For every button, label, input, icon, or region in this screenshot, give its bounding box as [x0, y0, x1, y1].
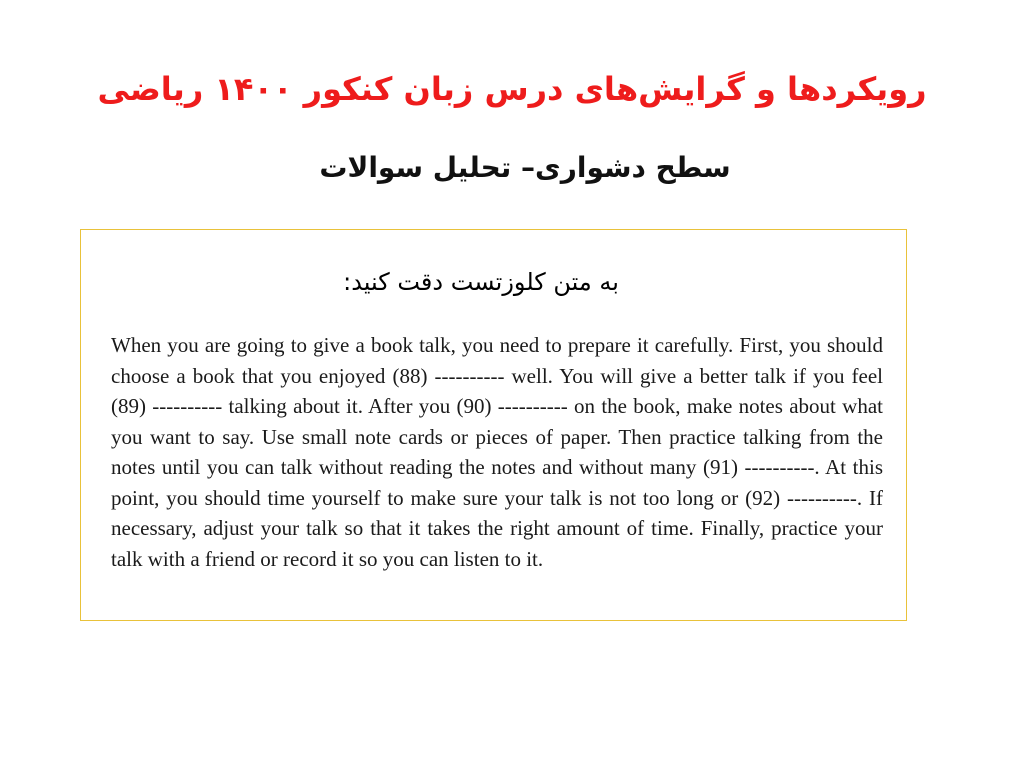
instruction-text: به متن کلوزتست دقت کنید:: [343, 268, 619, 296]
slide-title: رویکردها و گرایش‌های درس زبان کنکور ۱۴۰۰ ریاضی: [97, 70, 927, 108]
cloze-passage: When you are going to give a book talk, you need to prepare it carefully. First, you should choose a book that you enjoyed (88) ---------- well. You will give a better talk if you feel (89) ---------- talking about it. After you (90) ---------- on the book, make notes about what you want to say. Use small note cards or pieces of paper. Then practice talking from the notes until you can talk without reading the notes and without many (91) ----------. At this point, you should time yourself to make sure your talk is not too long or (92) ----------. If necessary, adjust your talk so that it takes the right amount of time. Finally, practice your talk with a friend or record it so you can listen to it.: [111, 333, 883, 571]
slide-subtitle: سطح دشواری– تحلیل سوالات: [319, 151, 731, 184]
cloze-test-box: [80, 229, 907, 621]
